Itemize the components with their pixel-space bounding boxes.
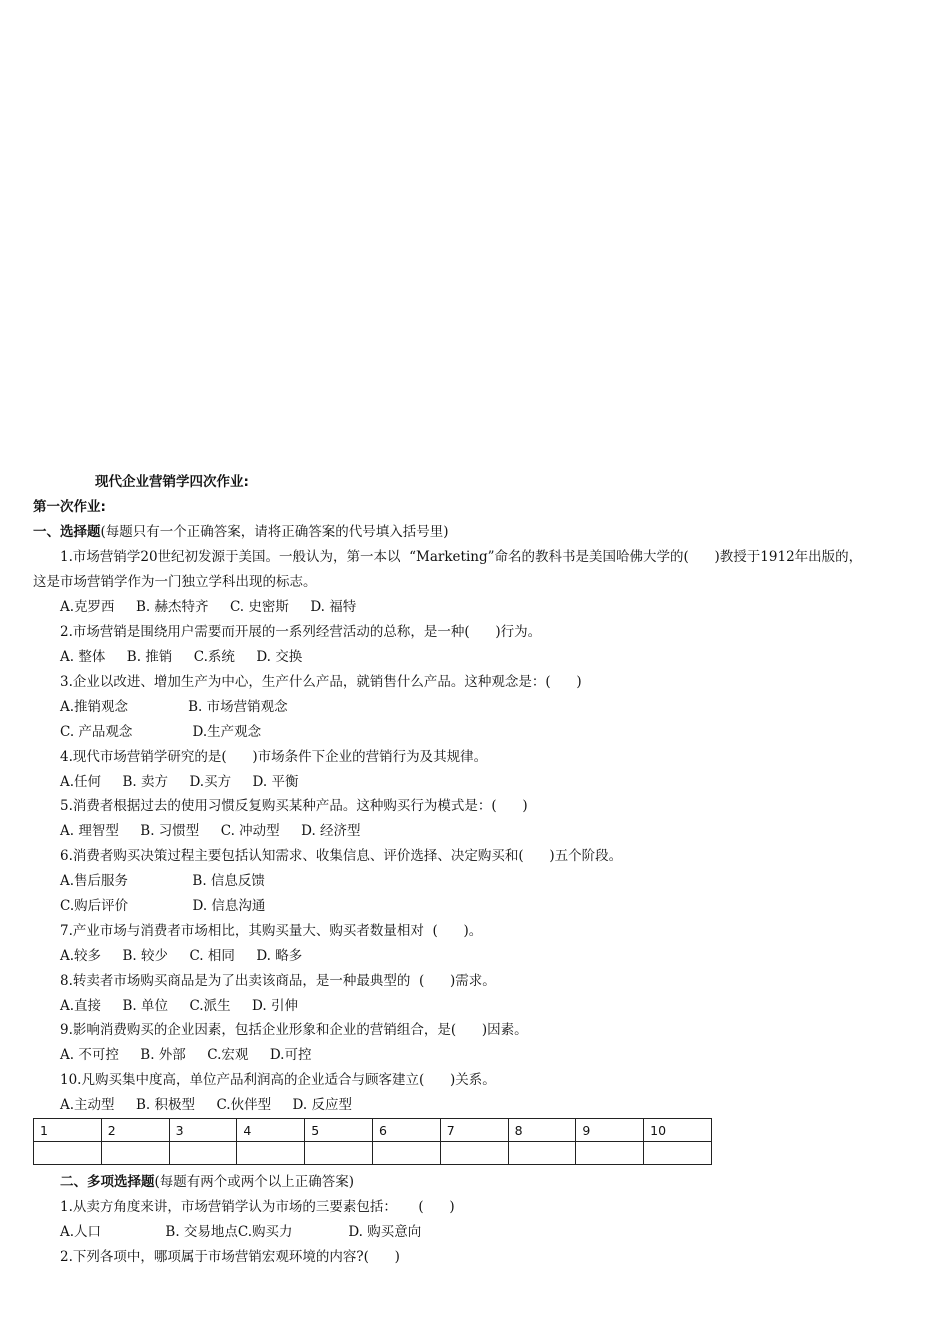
answer-number-cell: 10 bbox=[644, 1119, 712, 1142]
answer-number-cell: 9 bbox=[576, 1119, 644, 1142]
section1-heading: 一、选择题 bbox=[33, 524, 101, 540]
question-7-options: A.较多 B. 较少 C. 相同 D. 略多 bbox=[60, 948, 303, 964]
document-title: 现代企业营销学四次作业: bbox=[95, 474, 249, 490]
answer-blank-cell[interactable] bbox=[508, 1142, 576, 1165]
question-10-stem: 10.凡购买集中度高，单位产品利润高的企业适合与顾客建立( )关系。 bbox=[60, 1072, 496, 1088]
answer-number-cell: 8 bbox=[508, 1119, 576, 1142]
question-1-stem: 1.市场营销学20世纪初发源于美国。一般认为，第一本以 “Marketing”命名的教科书是美国哈佛大学的( )教授于1912年出版的， bbox=[60, 549, 863, 565]
question-6-options-row2: C.购后评价 D. 信息沟通 bbox=[60, 898, 266, 914]
answer-blank-cell[interactable] bbox=[237, 1142, 305, 1165]
question2-2-stem: 2.下列各项中，哪项属于市场营销宏观环境的内容?( ) bbox=[60, 1249, 400, 1265]
question-3-options-row1: A.推销观念 B. 市场营销观念 bbox=[60, 699, 288, 715]
answer-blank-cell[interactable] bbox=[34, 1142, 102, 1165]
answer-number-cell: 5 bbox=[305, 1119, 373, 1142]
answer-number-cell: 7 bbox=[440, 1119, 508, 1142]
answer-blank-cell[interactable] bbox=[644, 1142, 712, 1165]
answer-number-cell: 6 bbox=[372, 1119, 440, 1142]
question-1-options: A.克罗西 B. 赫杰特齐 C. 史密斯 D. 福特 bbox=[60, 599, 357, 615]
question-4-options: A.任何 B. 卖方 D.买方 D. 平衡 bbox=[60, 774, 299, 790]
answer-table bbox=[33, 1118, 712, 1165]
question-2-options: A. 整体 B. 推销 C.系统 D. 交换 bbox=[60, 649, 303, 665]
question-7-stem: 7.产业市场与消费者市场相比，其购买量大、购买者数量相对 ( )。 bbox=[60, 923, 483, 939]
question-8-options: A.直接 B. 单位 C.派生 D. 引伸 bbox=[60, 998, 298, 1014]
question-5-stem: 5.消费者根据过去的使用习惯反复购买某种产品。这种购买行为模式是：( ) bbox=[60, 798, 528, 814]
homework-heading: 第一次作业: bbox=[33, 499, 106, 515]
section2-heading: 二、多项选择题 bbox=[60, 1174, 155, 1190]
question-1-stem-cont: 这是市场营销学作为一门独立学科出现的标志。 bbox=[33, 574, 317, 590]
question-8-stem: 8.转卖者市场购买商品是为了出卖该商品，是一种最典型的 ( )需求。 bbox=[60, 973, 496, 989]
question-6-options-row1: A.售后服务 B. 信息反馈 bbox=[60, 873, 265, 889]
answer-table-header-row bbox=[34, 1119, 712, 1142]
question-9-stem: 9.影响消费购买的企业因素，包括企业形象和企业的营销组合，是( )因素。 bbox=[60, 1022, 528, 1038]
question-9-options: A. 不可控 B. 外部 C.宏观 D.可控 bbox=[60, 1047, 312, 1063]
answer-number-cell: 1 bbox=[34, 1119, 102, 1142]
question-3-options-row2: C. 产品观念 D.生产观念 bbox=[60, 724, 262, 740]
question-6-stem: 6.消费者购买决策过程主要包括认知需求、收集信息、评价选择、决定购买和( )五个阶段。 bbox=[60, 848, 623, 864]
question-2-stem: 2.市场营销是围绕用户需要而开展的一系列经营活动的总称，是一种( )行为。 bbox=[60, 624, 542, 640]
section1-note: (每题只有一个正确答案，请将正确答案的代号填入括号里) bbox=[100, 524, 449, 540]
question-5-options: A. 理智型 B. 习惯型 C. 冲动型 D. 经济型 bbox=[60, 823, 361, 839]
answer-blank-cell[interactable] bbox=[169, 1142, 237, 1165]
answer-number-cell: 4 bbox=[237, 1119, 305, 1142]
answer-table-blank-row bbox=[34, 1142, 712, 1165]
answer-number-cell: 3 bbox=[169, 1119, 237, 1142]
answer-blank-cell[interactable] bbox=[372, 1142, 440, 1165]
answer-blank-cell[interactable] bbox=[305, 1142, 373, 1165]
section2-note: (每题有两个或两个以上正确答案) bbox=[154, 1174, 355, 1190]
answer-number-cell: 2 bbox=[101, 1119, 169, 1142]
section1-heading-line bbox=[33, 522, 449, 542]
question-3-stem: 3.企业以改进、增加生产为中心，生产什么产品，就销售什么产品。这种观念是：( ) bbox=[60, 674, 582, 690]
question2-1-options: A.人口 B. 交易地点C.购买力 D. 购买意向 bbox=[60, 1224, 422, 1240]
answer-blank-cell[interactable] bbox=[576, 1142, 644, 1165]
question2-1-stem: 1.从卖方角度来讲，市场营销学认为市场的三要素包括： ( ) bbox=[60, 1199, 455, 1215]
question-10-options: A.主动型 B. 积极型 C.伙伴型 D. 反应型 bbox=[60, 1097, 352, 1113]
question-4-stem: 4.现代市场营销学研究的是( )市场条件下企业的营销行为及其规律。 bbox=[60, 749, 488, 765]
section2-heading-line bbox=[60, 1172, 354, 1192]
answer-blank-cell[interactable] bbox=[101, 1142, 169, 1165]
answer-blank-cell[interactable] bbox=[440, 1142, 508, 1165]
